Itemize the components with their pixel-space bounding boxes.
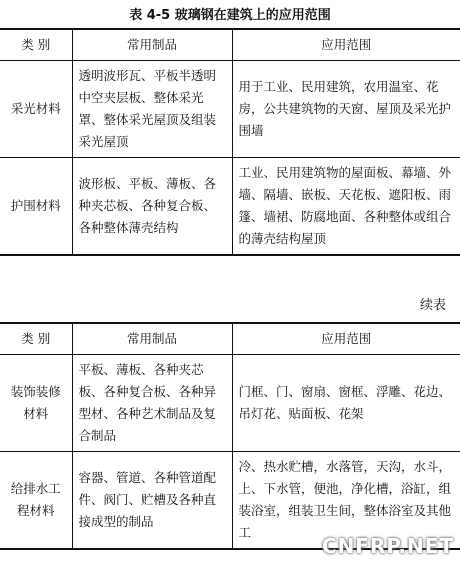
table-row [0, 158, 460, 256]
header-category: 类 别 [0, 323, 72, 355]
row-applications: 用于工业、民用建筑，农用温室、花房，公共建筑物的天窗、屋顶及采光护围墙 [232, 61, 460, 158]
table-row [0, 61, 460, 158]
row-applications: 冷、热水贮槽，水落管，天沟，水斗，上、下水管，便池，净化槽，浴缸，组装浴室，组装卫生间，整体浴室及其他工 [232, 452, 460, 550]
table-title: 表 4-5 玻璃钢在建筑上的应用范围 [129, 8, 331, 23]
row-category: 给排水工程材料 [0, 452, 72, 550]
row-products: 透明波形瓦、平板半透明中空夹层板、整体采光罩、整体采光屋顶及组装采光屋顶 [72, 61, 232, 158]
header-applications: 应用范围 [232, 29, 460, 61]
row-products: 波形板、平板、薄板、各种夹芯板、各种复合板、各种整体薄壳结构 [72, 158, 232, 256]
table-header-row [0, 323, 460, 355]
row-applications: 工业、民用建筑物的屋面板、幕墙、外墙、隔墙、嵌板、天花板、遮阳板、雨篷、墙裙、防腐地面、各种整体或组合的薄壳结构屋顶 [232, 158, 460, 256]
row-applications: 门框、门、窗扇、窗框、浮雕、花边、吊灯花、贴面板、花架 [232, 355, 460, 452]
row-products: 平板、薄板、各种夹芯板、各种复合板、各种异型材、各种艺术制品及复合制品 [72, 355, 232, 452]
application-table [0, 28, 460, 256]
header-applications: 应用范围 [232, 323, 460, 355]
header-products: 常用制品 [72, 323, 232, 355]
row-category: 护围材料 [0, 158, 72, 256]
row-products: 容器、管道、各种管道配件、阀门、贮槽及各种直接成型的制品 [72, 452, 232, 550]
application-table-continued [0, 322, 460, 550]
header-products: 常用制品 [72, 29, 232, 61]
table-header-row [0, 29, 460, 61]
site-watermark: CNFRP.NET [321, 534, 454, 558]
row-category: 装饰装修材料 [0, 355, 72, 452]
continued-label: 续表 [419, 298, 446, 313]
row-category: 采光材料 [0, 61, 72, 158]
header-category: 类 别 [0, 29, 72, 61]
table-row [0, 355, 460, 452]
